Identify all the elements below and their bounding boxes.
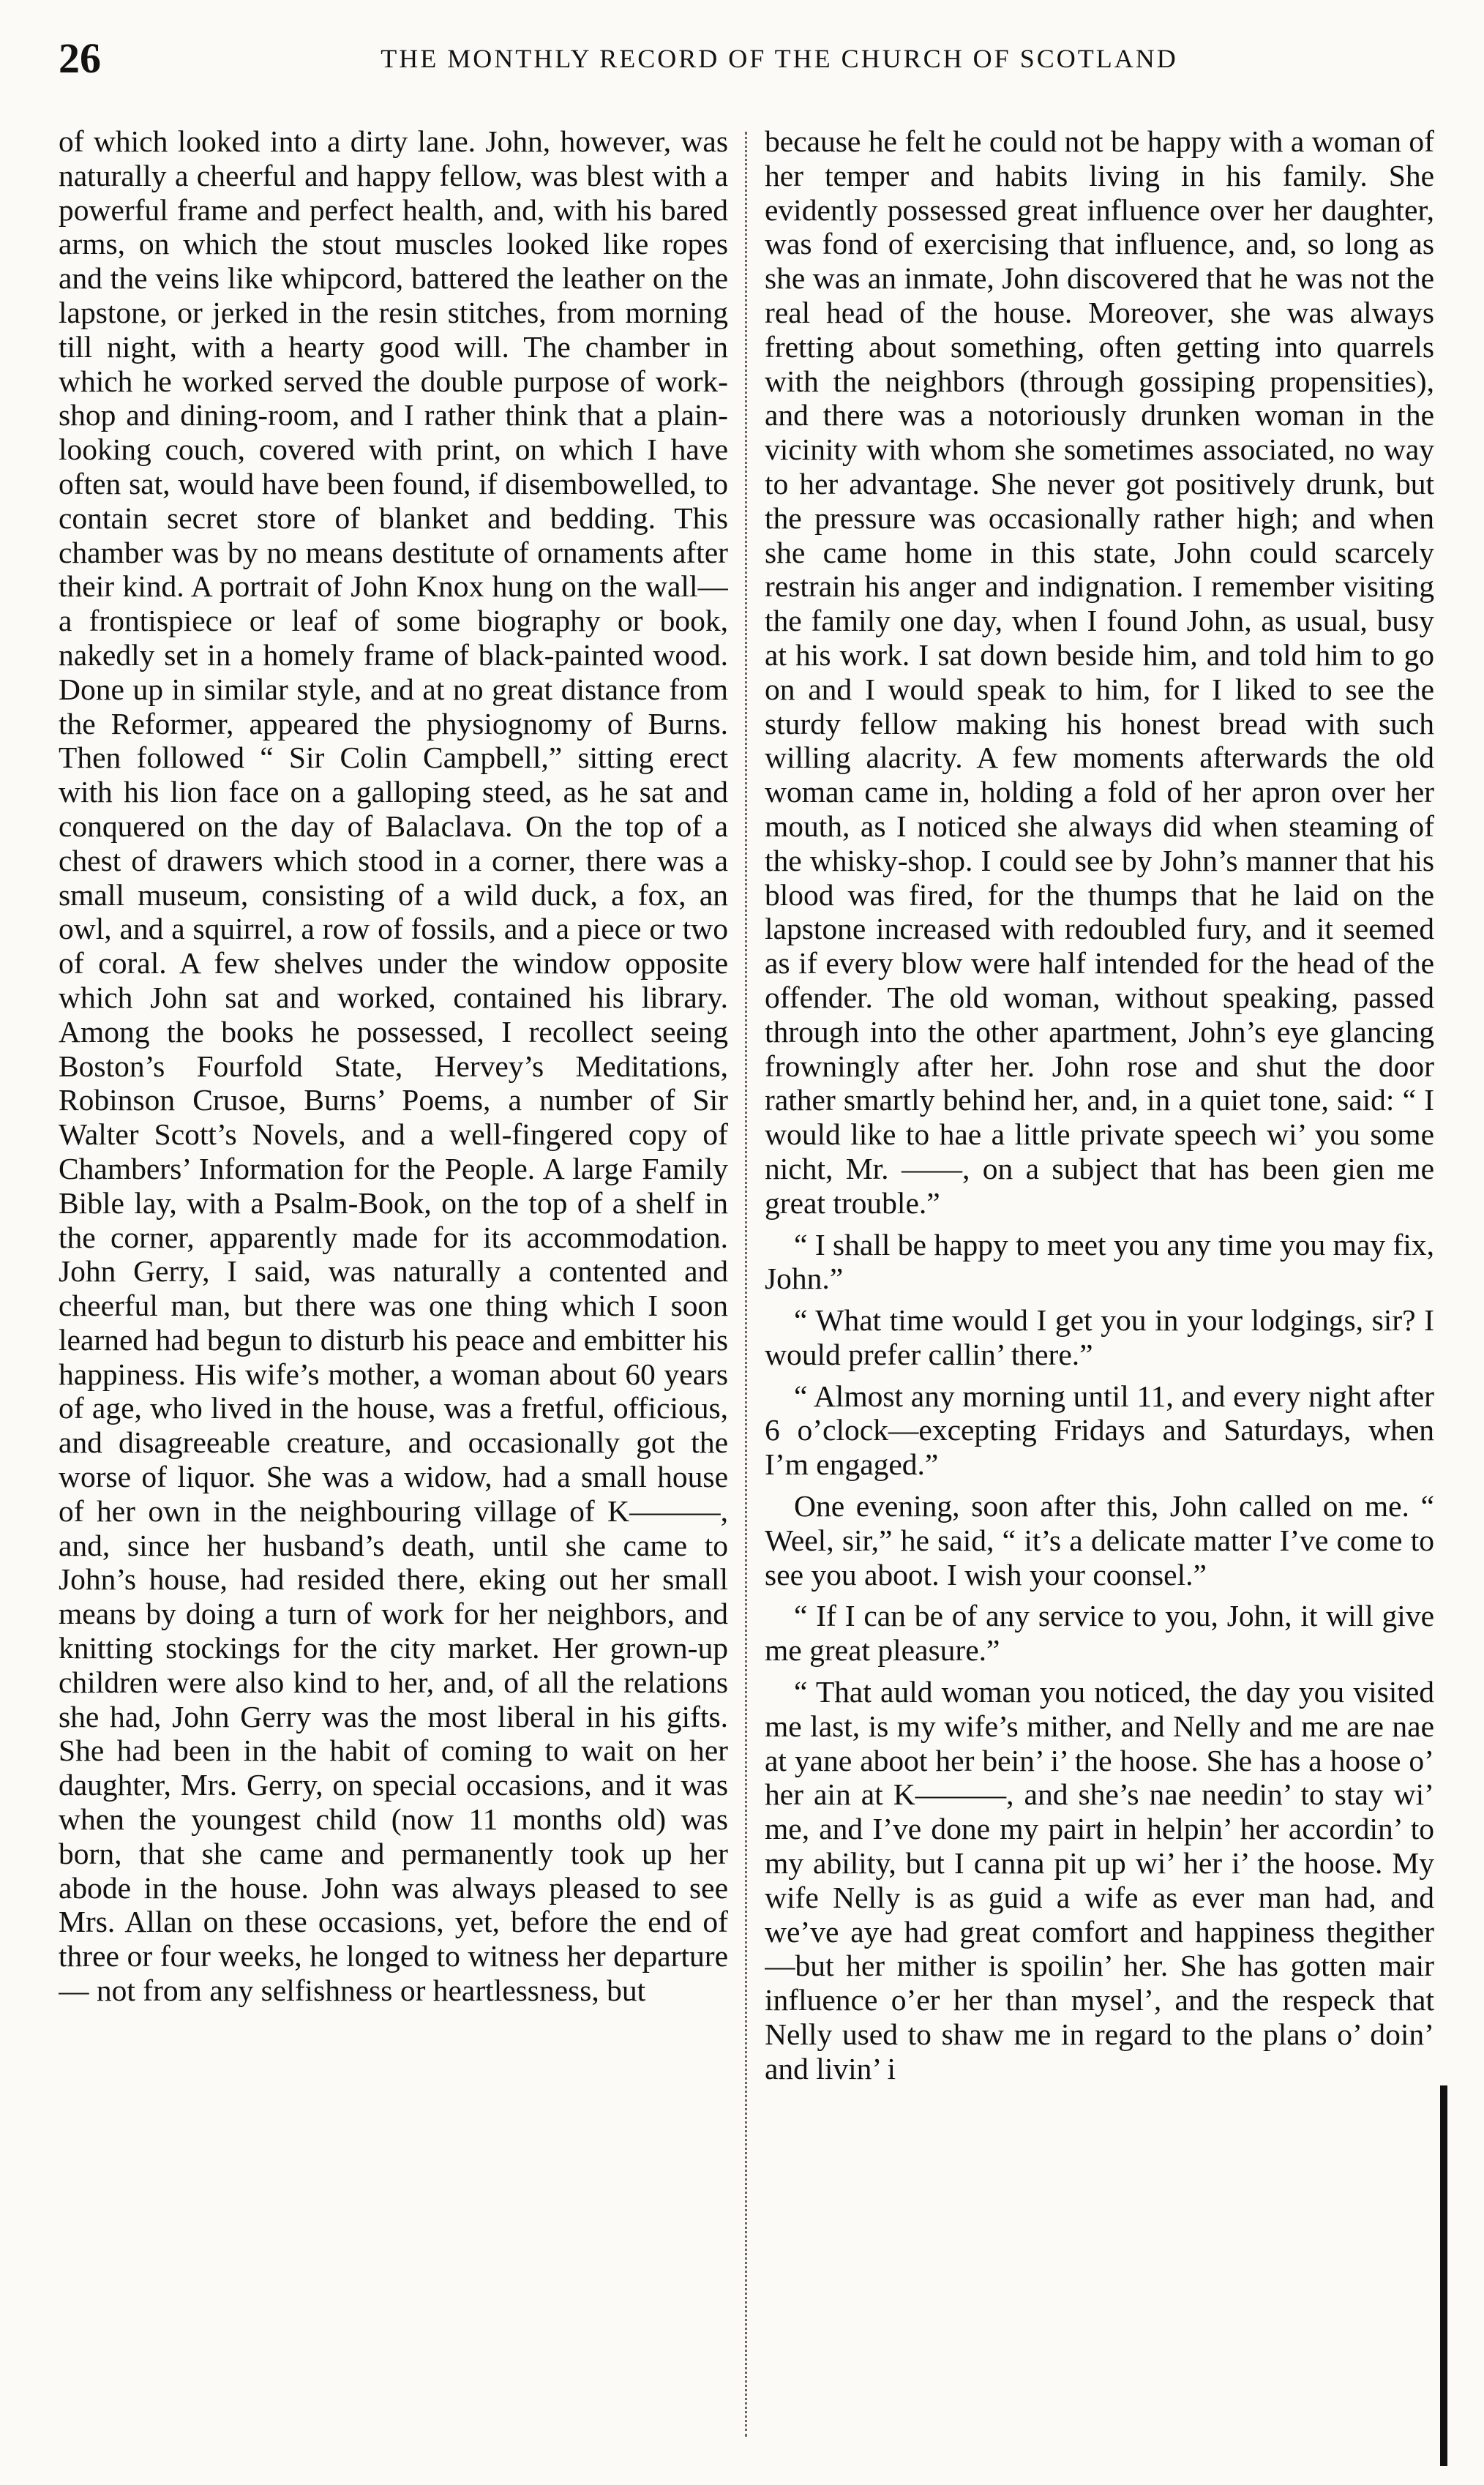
dialogue-paragraph: “ What time would I get you in your lodgings, sir? I would prefer callin’ there.” [765, 1303, 1434, 1371]
dialogue-paragraph: “ If I can be of any service to you, John, it will give me great pleasure.” [765, 1599, 1434, 1668]
column-rule [745, 132, 747, 2437]
left-column [59, 124, 728, 2451]
dialogue-paragraph: One evening, soon after this, John called on me. “ Weel, sir,” he said, “ it’s a delicate matter I’ve come to see you aboot. I wish your coonsel.” [765, 1489, 1434, 1592]
running-head: THE MONTHLY RECORD OF THE CHURCH OF SCOTLAND [381, 44, 1178, 73]
body-paragraph: of which looked into a dirty lane. John, however, was naturally a cheerful and happy fellow, was blest with a powerful frame and perfect health, and, with his bared arms, on which the stout muscles looked like ropes and the veins like whipcord, battered the leather on the lapstone, or jerked in the resin stitches, from morning till night, with a hearty good will. The chamber in which he worked served the double purpose of work-shop and dining-room, and I rather think that a plain-looking couch, covered with print, on which I have often sat, would have been found, if disembowelled, to contain secret store of blanket and bedding. This chamber was by no means destitute of ornaments after their kind. A portrait of John Knox hung on the wall—a frontispiece or leaf of some biography or book, nakedly set in a homely frame of black-painted wood. Done up in similar style, and at no great distance from the Reformer, appeared the physiognomy of Burns. Then followed “ Sir Colin Campbell,” sitting erect with his lion face on a galloping steed, as he sat and conquered on the day of Balaclava. On the top of a chest of drawers which stood in a corner, there was a small museum, consisting of a wild duck, a fox, an owl, and a squirrel, a row of fossils, and a piece or two of coral. A few shelves under the window opposite which John sat and worked, contained his library. Among the books he possessed, I recollect seeing Boston’s Fourfold State, Hervey’s Meditations, Robinson Crusoe, Burns’ Poems, a number of Sir Walter Scott’s Novels, and a well-fingered copy of Chambers’ Information for the People. A large Family Bible lay, with a Psalm-Book, on the top of a shelf in the corner, apparently made for its accommodation. John Gerry, I said, was naturally a contented and cheerful man, but there was one thing which I soon learned had begun to disturb his peace and embitter his happiness. His wife’s mother, a woman about 60 years of age, who lived in the house, was a fretful, officious, and disagreeable creature, and occasionally got the worse of liquor. She was a widow, had a small house of her own in the neighbouring village of K———, and, since her husband’s death, until she came to John’s house, had resided there, eking out her small means by doing a turn of work for her neighbors, and knitting stockings for the city market. Her grown-up children were also kind to her, and, of all the relations she had, John Gerry was the most liberal in his gifts. She had been in the habit of coming to wait on her daughter, Mrs. Gerry, on special occasions, and it was when the youngest child (now 11 months old) was born, that she came and permanently took up her abode in the house. John was always pleased to see Mrs. Allan on these occasions, yet, before the end of three or four weeks, he longed to witness her departure — not from any selfishness or heartlessness, but [59, 124, 728, 2008]
page-header [59, 29, 1412, 88]
body-paragraph: because he felt he could not be happy with a woman of her temper and habits living in his family. She evidently possessed great influence over her daughter, was fond of exercising that influence, and, so long as she was an inmate, John discovered that he was not the real head of the house. Moreover, she was always fretting about something, often getting into quarrels with the neighbors (through gossiping propensities), and there was a notoriously drunken woman in the vicinity with whom she sometimes associated, no way to her advantage. She never got positively drunk, but the pressure was occasionally rather high; and when she came home in this state, John could scarcely restrain his anger and indignation. I remember visiting the family one day, when I found John, as usual, busy at his work. I sat down beside him, and told him to go on and I would speak to him, for I liked to see the sturdy fellow making his honest bread with such willing alacrity. A few moments afterwards the old woman came in, holding a fold of her apron over her mouth, as I noticed she always did when steaming of the whisky-shop. I could see by John’s manner that his blood was fired, for the thumps that he laid on the lapstone increased with redoubled fury, and it seemed as if every blow were half intended for the head of the offender. The old woman, without speaking, passed through into the other apartment, John’s eye glancing frowningly after her. John rose and shut the door rather smartly behind her, and, in a quiet tone, said: “ I would like to hae a little private speech wi’ you some nicht, Mr. ——, on a subject that has been gien me great trouble.” [765, 124, 1434, 1220]
right-column [765, 124, 1434, 2451]
binding-edge-mark [1440, 2085, 1447, 2466]
dialogue-paragraph: “ I shall be happy to meet you any time you may fix, John.” [765, 1227, 1434, 1296]
dialogue-paragraph: “ Almost any morning until 11, and every night after 6 o’clock—excepting Fridays and Saturdays, when I’m engaged.” [765, 1379, 1434, 1482]
page-number: 26 [59, 34, 101, 82]
dialogue-paragraph: “ That auld woman you noticed, the day you visited me last, is my wife’s mither, and Nelly and me are nae at yane aboot her bein’ i’ the hoose. She has a hoose o’ her ain at K———, and she’s nae needin’ to stay wi’ me, and I’ve done my pairt in helpin’ her accordin’ to my ability, but I canna pit up wi’ her i’ the hoose. My wife Nelly is as guid a wife as ever man had, and we’ve aye had great comfort and happiness thegither—but her mither is spoilin’ her. She has gotten mair influence o’er her than mysel’, and the respeck that Nelly used to shaw me in regard to the plans o’ doin’ and livin’ i [765, 1675, 1434, 2085]
